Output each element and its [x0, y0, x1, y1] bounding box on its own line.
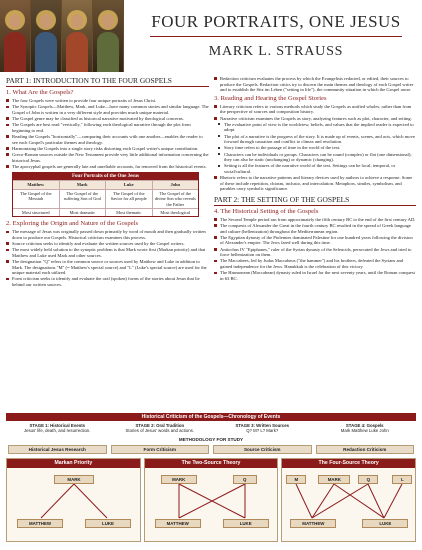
luke-box: LUKE — [223, 519, 269, 528]
list-item: Rhetoric refers to the narrative patterns and literary devices used by authors to achieve a response. Some of these include repetition, chiasm, inclusio, and intercalation. Metaphors, similes, symbolism, and parables carry symbolic significance. — [214, 175, 416, 192]
stage-title: STAGE 1: Historical Events — [29, 423, 86, 428]
stage-title: STAGE 3: Written Sources — [235, 423, 290, 428]
stage-text: Q? M? L? Mark? — [246, 428, 279, 433]
matthew-box: MATTHEW — [17, 519, 63, 528]
criticism-row — [6, 445, 416, 454]
two-source-diagram — [144, 458, 279, 542]
chronology-band: Historical Criticism of the Gospels—Chronology of Events — [6, 413, 416, 421]
section4-list — [214, 217, 416, 282]
list-item: The designation "Q" refers to the common source or sources used by Matthew and Luke in addition to Mark. The designations "M" (= Matthew's special source) and "L" (Luke's special source) are used for the unique material each utilized. — [6, 259, 209, 276]
q-box: Q — [233, 475, 257, 484]
criticism-box: Form Criticism — [111, 445, 210, 454]
theory-title: Markan Priority — [7, 459, 140, 468]
portrait-3 — [62, 0, 93, 72]
luke-box: LUKE — [362, 519, 408, 528]
table-cell: The Gospel of the Messiah — [13, 189, 60, 208]
table-cell: Most thematic — [106, 208, 153, 216]
title-divider — [150, 36, 402, 37]
theory-title: The Four-Source Theory — [282, 459, 415, 468]
page-title: FOUR PORTRAITS, ONE JESUS — [151, 12, 401, 31]
l-box: L — [392, 475, 412, 484]
list-item: The Maccabees, led by Judas Maccabeus ("the hammer") and his brothers, defeated the Syrians and gained independence for the Jews. Hanukkah is the celebration of this victory. — [214, 258, 416, 269]
list-item: The conquests of Alexander the Great in the fourth century BC resulted in the spread of Greek language and culture (hellenization) throughout the Mediterranean region. — [214, 223, 416, 234]
list-item: The Egyptian dynasty of the Ptolemies dominated Palestine for one hundred years following the division of Alexander's empire. The Jews fared well during this time. — [214, 235, 416, 246]
historical-criticism-panel — [6, 413, 416, 545]
stage-4 — [314, 423, 417, 436]
list-item: The apocryphal gospels are generally late and unreliable accounts, far removed from the historical events. — [6, 164, 209, 170]
part2-heading: PART 2: THE SETTING OF THE GOSPELS — [214, 195, 416, 206]
table-cell: Most theological — [153, 208, 199, 216]
table-header-row — [13, 180, 198, 188]
table-header: Luke — [106, 180, 153, 188]
criticism-box: Historical Jesus Research — [8, 445, 107, 454]
section3-heading: 3. Reading and Hearing the Gospel Stories — [214, 94, 327, 102]
portrait-1 — [0, 0, 31, 72]
list-item: Characters can be individuals or groups. Characters can be round (complex) or flat (one dimensional); they can also be static (unchanging) or dynamic (changing). — [218, 152, 416, 163]
table-caption: Four Portraits of the One Jesus — [13, 173, 198, 180]
methodology-label: METHODOLOGY FOR STUDY — [178, 437, 244, 442]
synoptic-theories — [6, 458, 416, 542]
evangelist-portraits — [0, 0, 124, 72]
list-item: Redaction criticism evaluates the process by which the Evangelists redacted, or edited, their sources to produce the Gospels. Redaction critics try to discern the main themes and theology of each Gospel writer and to establish the Sitz im Leben ("setting in life"), the community situation in which the Gospel arose. — [214, 76, 416, 93]
stage-1 — [6, 423, 109, 436]
stage-3 — [211, 423, 314, 436]
header — [0, 0, 422, 72]
list-item: Narrative criticism examines the Gospels as story, analyzing features such as plot, character, and setting. — [214, 116, 416, 122]
table-header: Mark — [60, 180, 107, 188]
list-item: The evaluative point of view is the worldview, beliefs, and values that the implied reader is expected to adopt. — [218, 122, 416, 133]
list-item: Harmonizing the Gospels into a single story risks distorting each Gospel writer's unique contribution. — [6, 146, 209, 152]
portrait-2 — [31, 0, 62, 72]
stage-2 — [109, 423, 212, 436]
redaction-list — [214, 76, 416, 93]
list-item: The Gospels are best read "vertically," following each theological narrative through the plot from beginning to end. — [6, 122, 209, 133]
left-column — [6, 76, 209, 288]
list-item: The Gospel genre may be classified as historical narrative motivated by theological concerns. — [6, 116, 209, 122]
stage-text: Stories of Jesus' words and actions. — [125, 428, 194, 433]
list-item: Literary criticism refers to various methods which study the Gospels as unified wholes, rather than from the perspective of sources and composition history. — [214, 104, 416, 115]
rhetoric-list — [214, 175, 416, 192]
stage-title: STAGE 2: Oral Tradition — [135, 423, 185, 428]
mark-box: MARK — [318, 475, 350, 484]
stage-title: STAGE 4: Gospels — [345, 423, 384, 428]
mark-box: MARK — [161, 475, 197, 484]
stages-row — [6, 423, 416, 436]
four-portraits-table — [12, 172, 199, 217]
list-item: The most widely held solution to the synoptic problem is that Mark wrote first (Markan priority) and that Matthew and Luke used Mark and other sources. — [6, 247, 209, 258]
part1-heading: PART 1: INTRODUCTION TO THE FOUR GOSPELS — [6, 76, 209, 87]
section4-heading: 4. The Historical Setting of the Gospels — [214, 207, 319, 215]
section2-list — [6, 229, 209, 287]
list-item: The plot of a narrative is the progress of the story. It is made up of events, scenes, and acts, which move forward through causation and conflict to climax and resolution. — [218, 134, 416, 145]
theory-title: The Two-Source Theory — [145, 459, 278, 468]
markan-priority-diagram — [6, 458, 141, 542]
section2-heading: 2. Exploring the Origin and Nature of the Gospels — [6, 220, 139, 228]
list-item: Greco-Roman sources outside the New Testament provide very little additional information concerning the historical Jesus. — [6, 152, 209, 163]
list-item: Source criticism seeks to identify and evaluate the written sources used by the Gospel writers. — [6, 241, 209, 247]
mark-box: MARK — [54, 475, 94, 484]
list-item: Setting is all the features of the narrative world of the text. Settings can be local, temporal, or social/cultural. — [218, 163, 416, 174]
narrative-sublist — [218, 122, 416, 175]
author-name: MARK L. STRAUSS — [208, 44, 344, 59]
list-item: The Second Temple period ran from approximately the fifth century BC to the end of the first century AD. — [214, 217, 416, 223]
list-item: Story time refers to the passage of time in the world of the text. — [218, 145, 416, 151]
table-cell: Most dramatic — [60, 208, 107, 216]
luke-box: LUKE — [85, 519, 131, 528]
table-row — [13, 208, 198, 216]
table-cell: The Gospel of the divine Son who reveals the Father — [153, 189, 199, 208]
four-source-diagram — [281, 458, 416, 542]
matthew-box: MATTHEW — [155, 519, 201, 528]
table-header: Matthew — [13, 180, 60, 188]
section1-list — [6, 98, 209, 169]
section1-heading: 1. What Are the Gospels? — [6, 89, 74, 96]
list-item: Reading the Gospels "horizontally"—comparing their accounts with one another—enables the reader to see each Gospel's particular themes and theology. — [6, 134, 209, 145]
list-item: The Synoptic Gospels—Matthew, Mark, and Luke—have many common stories and similar language. The Gospel of John is written in a very different style and provides much unique material. — [6, 104, 209, 115]
list-item: Form criticism seeks to identify and evaluate the oral (spoken) forms of the stories about Jesus that lie behind our written sources. — [6, 276, 209, 287]
list-item: Antiochus IV "Epiphanes," ruler of the Syrian dynasty of the Seleucids, persecuted the Jews and tried to force hellenization on them. — [214, 247, 416, 258]
section3-list — [214, 104, 416, 121]
criticism-box: Source Criticism — [213, 445, 312, 454]
table-cell: The Gospel of the suffering Son of God — [60, 189, 107, 208]
q-box: Q — [358, 475, 378, 484]
table-cell: The Gospel of the Savior for all people — [106, 189, 153, 208]
stage-text: Jesus' life, death, and resurrection. — [23, 428, 91, 433]
table-row — [13, 189, 198, 208]
right-column — [214, 76, 416, 282]
criticism-box: Redaction Criticism — [316, 445, 415, 454]
list-item: The message of Jesus was originally passed down primarily by word of mouth and then gradually written down to produce our Gospels. Historical criticism examines this process. — [6, 229, 209, 240]
portrait-4 — [93, 0, 124, 72]
list-item: The Hasmonean (Maccabean) dynasty ruled in Israel for the next seventy years, until the Roman conquest in 63 BC. — [214, 270, 416, 281]
table-cell: Most structured — [13, 208, 60, 216]
m-box: M — [286, 475, 306, 484]
table-header: John — [153, 180, 199, 188]
matthew-box: MATTHEW — [290, 519, 336, 528]
list-item: The four Gospels were written to provide four unique portraits of Jesus Christ. — [6, 98, 209, 104]
stage-text: Mark Matthew Luke John — [340, 428, 389, 433]
